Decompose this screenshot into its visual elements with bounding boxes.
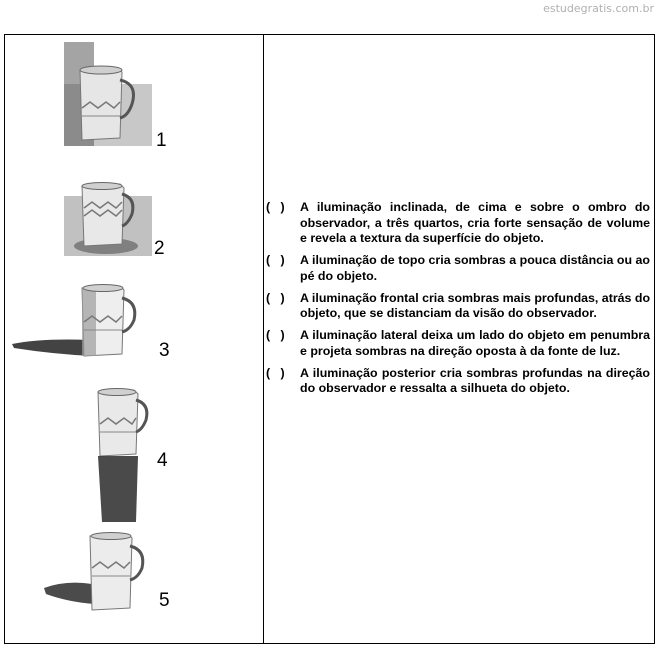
- illustration-column: [4, 34, 263, 644]
- statement-text: A iluminação frontal cria sombras mais profundas, atrás do objeto, que se distanciam da visão do observador.: [300, 290, 651, 320]
- answer-blank: ( ): [266, 365, 285, 380]
- figure-number-1: 1: [156, 130, 167, 151]
- jug-figure-1: [56, 42, 156, 152]
- jug-figure-5: [40, 528, 160, 624]
- statement-1: [266, 200, 650, 247]
- jug-figure-2: [62, 180, 154, 258]
- jug-figure-4: [84, 386, 164, 526]
- figure-number-2: 2: [154, 238, 165, 259]
- statement-5: [266, 366, 650, 397]
- statement-text: A iluminação de topo cria sombras a pouca distância ou ao pé do objeto.: [300, 253, 650, 283]
- statement-3: [266, 291, 650, 322]
- statement-2: [266, 253, 650, 284]
- answer-blank: ( ): [266, 290, 285, 305]
- answer-blank: ( ): [266, 253, 285, 267]
- statement-4: [266, 328, 650, 359]
- figure-number-4: 4: [157, 450, 168, 471]
- statement-text: A iluminação posterior cria sombras profundas na direção do observador e ressalta a silhueta do objeto.: [300, 365, 650, 395]
- answer-blank: ( ): [266, 328, 285, 342]
- column-divider: [263, 34, 264, 644]
- statement-text: A iluminação lateral deixa um lado do objeto em penumbra e projeta sombras na direção oposta à da fonte de luz.: [300, 328, 650, 358]
- statements-column: [266, 200, 650, 403]
- watermark: estudegratis.com.br: [543, 2, 654, 15]
- statement-text: A iluminação inclinada, de cima e sobre o ombro do observador, a três quartos, cria forte sensação de volume e revela a textura da superfície do objeto.: [300, 200, 650, 245]
- figure-number-3: 3: [159, 340, 170, 361]
- jug-figure-3: [12, 282, 152, 372]
- figure-number-5: 5: [159, 590, 170, 611]
- answer-blank: ( ): [266, 200, 285, 214]
